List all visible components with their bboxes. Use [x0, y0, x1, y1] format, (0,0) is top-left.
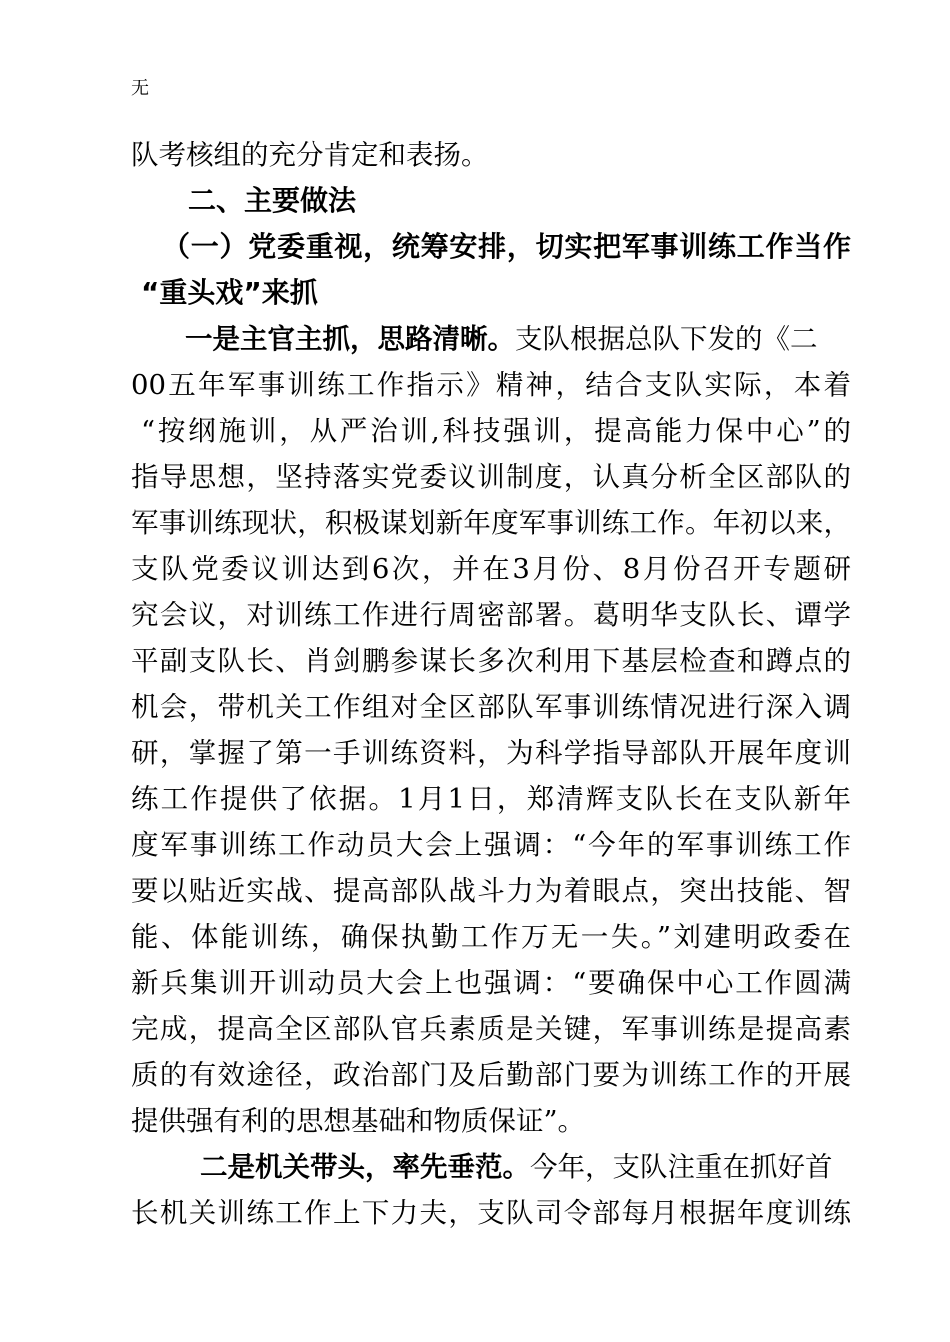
- lead-phrase: 一是主官主抓，思路清晰。: [185, 323, 515, 355]
- section-heading: 二、主要做法: [188, 184, 357, 217]
- paragraph-line: 要以贴近实战、提高部队战斗力为着眼点，突出技能、智: [131, 875, 851, 907]
- paragraph-text: 今年，支队注重在抓好首: [530, 1151, 833, 1183]
- paragraph-line: 提供强有利的思想基础和物质保证”。: [131, 1105, 586, 1137]
- paragraph-text: 支队根据总队下发的《二: [515, 323, 818, 355]
- paragraph-line: 能、体能训练，确保执勤工作万无一失。”刘建明政委在: [131, 921, 851, 953]
- paragraph-line: 完成，提高全区部队官兵素质是关键，军事训练是提高素: [131, 1013, 851, 1045]
- paragraph-line: [185, 316, 851, 362]
- paragraph-line: 支队党委议训达到6次，并在3月份、8月份召开专题研: [131, 553, 851, 585]
- paragraph-line: 新兵集训开训动员大会上也强调：“要确保中心工作圆满: [131, 967, 851, 999]
- paragraph-line: 长机关训练工作上下力夫，支队司令部每月根据年度训练: [131, 1197, 851, 1229]
- paragraph-line: 练工作提供了依据。1月1日，郑清辉支队长在支队新年: [131, 783, 851, 815]
- subsection-heading-cont: “重头戏”来抓: [141, 276, 318, 309]
- header-mark: 无: [131, 78, 149, 99]
- paragraph-line: “按纲施训，从严治训,科技强训，提高能力保中心”的: [141, 415, 851, 447]
- paragraph-line: 平副支队长、肖剑鹏参谋长多次利用下基层检查和蹲点的: [131, 645, 851, 677]
- paragraph-line: 00五年军事训练工作指示》精神，结合支队实际，本着: [131, 369, 851, 401]
- paragraph-line: 质的有效途径，政治部门及后勤部门要为训练工作的开展: [131, 1059, 851, 1091]
- paragraph-line: 军事训练现状，积极谋划新年度军事训练工作。年初以来，: [131, 507, 851, 539]
- paragraph-line: 机会，带机关工作组对全区部队军事训练情况进行深入调: [131, 691, 851, 723]
- subsection-heading: （一）党委重视，统筹安排，切实把军事训练工作当作: [162, 230, 851, 263]
- lead-phrase: 二是机关带头，率先垂范。: [200, 1151, 530, 1183]
- paragraph-line: 度军事训练工作动员大会上强调：“今年的军事训练工作: [131, 829, 851, 861]
- paragraph-line: 指导思想，坚持落实党委议训制度，认真分析全区部队的: [131, 461, 851, 493]
- paragraph-line: 队考核组的充分肯定和表扬。: [131, 139, 489, 171]
- paragraph-line: [200, 1144, 851, 1190]
- paragraph-line: 究会议，对训练工作进行周密部署。葛明华支队长、谭学: [131, 599, 851, 631]
- paragraph-line: 研，掌握了第一手训练资料，为科学指导部队开展年度训: [131, 737, 851, 769]
